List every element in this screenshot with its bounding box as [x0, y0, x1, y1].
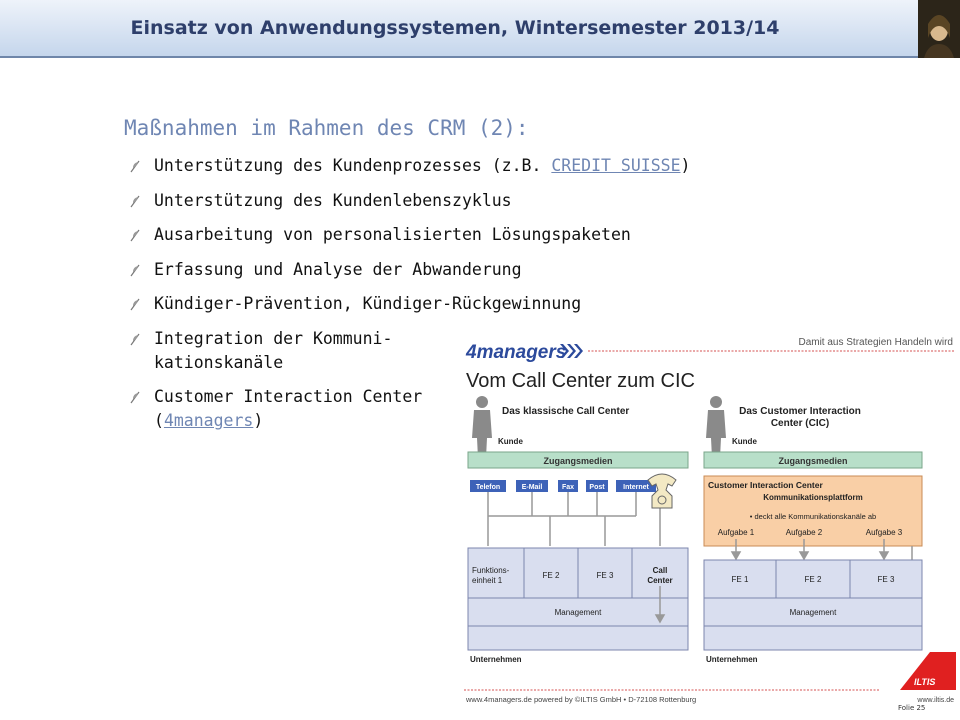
cic-task-1: Aufgabe 1 — [717, 528, 755, 537]
bullet-text-after: ) — [253, 411, 264, 430]
channel-internet-label: Internet — [623, 484, 649, 491]
channel-fax-label: Fax — [561, 484, 575, 491]
left-media-label: Zugangsmedien — [543, 456, 613, 466]
feather-bullet-icon — [128, 297, 142, 311]
bullet-text: Unterstützung des Kundenprozesses (z.B. — [154, 156, 552, 175]
bullet-item — [128, 154, 690, 178]
right-customer-label: Kunde — [732, 437, 757, 446]
portrait-image — [918, 0, 960, 58]
iltis-url: www.iltis.de — [917, 697, 954, 704]
left-unit-2: FE 2 — [542, 571, 560, 580]
right-management: Management — [789, 608, 837, 617]
left-callcenter-2: Center — [647, 576, 673, 585]
right-title-2: Center (CIC) — [770, 418, 830, 429]
channel-post-label: Post — [589, 484, 605, 491]
bullet-item — [128, 292, 690, 316]
cic-covers: • deckt alle Kommunikationskanäle ab — [749, 512, 877, 521]
right-media-label: Zugangsmedien — [778, 456, 848, 466]
cic-platform: Kommunikationsplattform — [763, 493, 863, 502]
iltis-logo — [900, 652, 956, 690]
left-company: Unternehmen — [470, 655, 522, 664]
channel-telefon-label: Telefon — [475, 484, 501, 491]
bullet-text-line1: Integration der Kommuni- — [154, 328, 393, 348]
cic-task-2: Aufgabe 2 — [785, 528, 823, 537]
left-unit-3: FE 3 — [596, 571, 614, 580]
cic-title: Customer Interaction Center — [708, 480, 823, 490]
person-icon — [706, 396, 726, 458]
diagram-footer: www.4managers.de powered by ©ILTIS GmbH • D-72108 Rottenburg — [466, 695, 697, 704]
feather-bullet-icon — [128, 228, 142, 242]
bullet-text: Kündiger-Prävention, Kündiger-Rückgewinnung — [154, 294, 582, 313]
slide-heading: Maßnahmen im Rahmen des CRM (2): — [124, 116, 529, 140]
left-title: Das klassische Call Center — [502, 406, 630, 417]
left-callcenter-1: Call — [652, 566, 668, 575]
bullet-item — [128, 258, 690, 282]
right-org-frame — [704, 560, 922, 650]
right-unit-3: FE 3 — [877, 575, 895, 584]
slide-header — [0, 0, 918, 58]
slide-number: Folie 25 — [898, 704, 926, 712]
left-management: Management — [554, 608, 602, 617]
diagram-title: Vom Call Center zum CIC — [466, 370, 695, 392]
channel-email-label: E-Mail — [521, 484, 543, 491]
feather-bullet-icon — [128, 390, 142, 404]
bullet-text: Unterstützung des Kundenlebenszyklus — [154, 190, 512, 210]
bullet-text: Erfassung und Analyse der Abwanderung — [154, 259, 522, 279]
brand-logo: 4managers — [466, 342, 567, 363]
bullet-text-line1: Customer Interaction Center — [154, 387, 423, 406]
header-title: Einsatz von Anwendungssystemen, Wintersemester 2013/14 — [130, 17, 780, 39]
feather-bullet-icon — [128, 194, 142, 208]
call-center-diagram — [460, 330, 960, 720]
left-unit-1b: einheit 1 — [472, 576, 503, 585]
bullet-item — [128, 189, 690, 213]
bullet-item — [128, 223, 690, 247]
left-connectors — [488, 492, 660, 546]
bullet-text-line2: kationskanäle — [154, 352, 284, 372]
4managers-link[interactable]: 4managers — [163, 411, 254, 430]
feather-bullet-icon — [128, 159, 142, 173]
iltis-logo-text: ILTIS — [914, 677, 936, 687]
cic-task-3: Aufgabe 3 — [865, 528, 903, 537]
bullet-text-after: ) — [680, 156, 691, 175]
right-unit-2: FE 2 — [804, 575, 822, 584]
bullet-text: Ausarbeitung von personalisierten Lösungspaketen — [154, 225, 631, 244]
person-icon — [472, 396, 492, 458]
left-unit-1a: Funktions- — [472, 566, 510, 575]
feather-bullet-icon — [128, 263, 142, 277]
feather-bullet-icon — [128, 332, 142, 346]
right-unit-1: FE 1 — [731, 575, 749, 584]
credit-suisse-link[interactable]: CREDIT SUISSE — [551, 156, 681, 175]
right-title-1: Das Customer Interaction — [739, 406, 861, 417]
right-company: Unternehmen — [706, 655, 758, 664]
tagline: Damit aus Strategien Handeln wird — [798, 337, 953, 348]
left-customer-label: Kunde — [498, 437, 523, 446]
bullet-text-pre: ( — [154, 411, 164, 430]
